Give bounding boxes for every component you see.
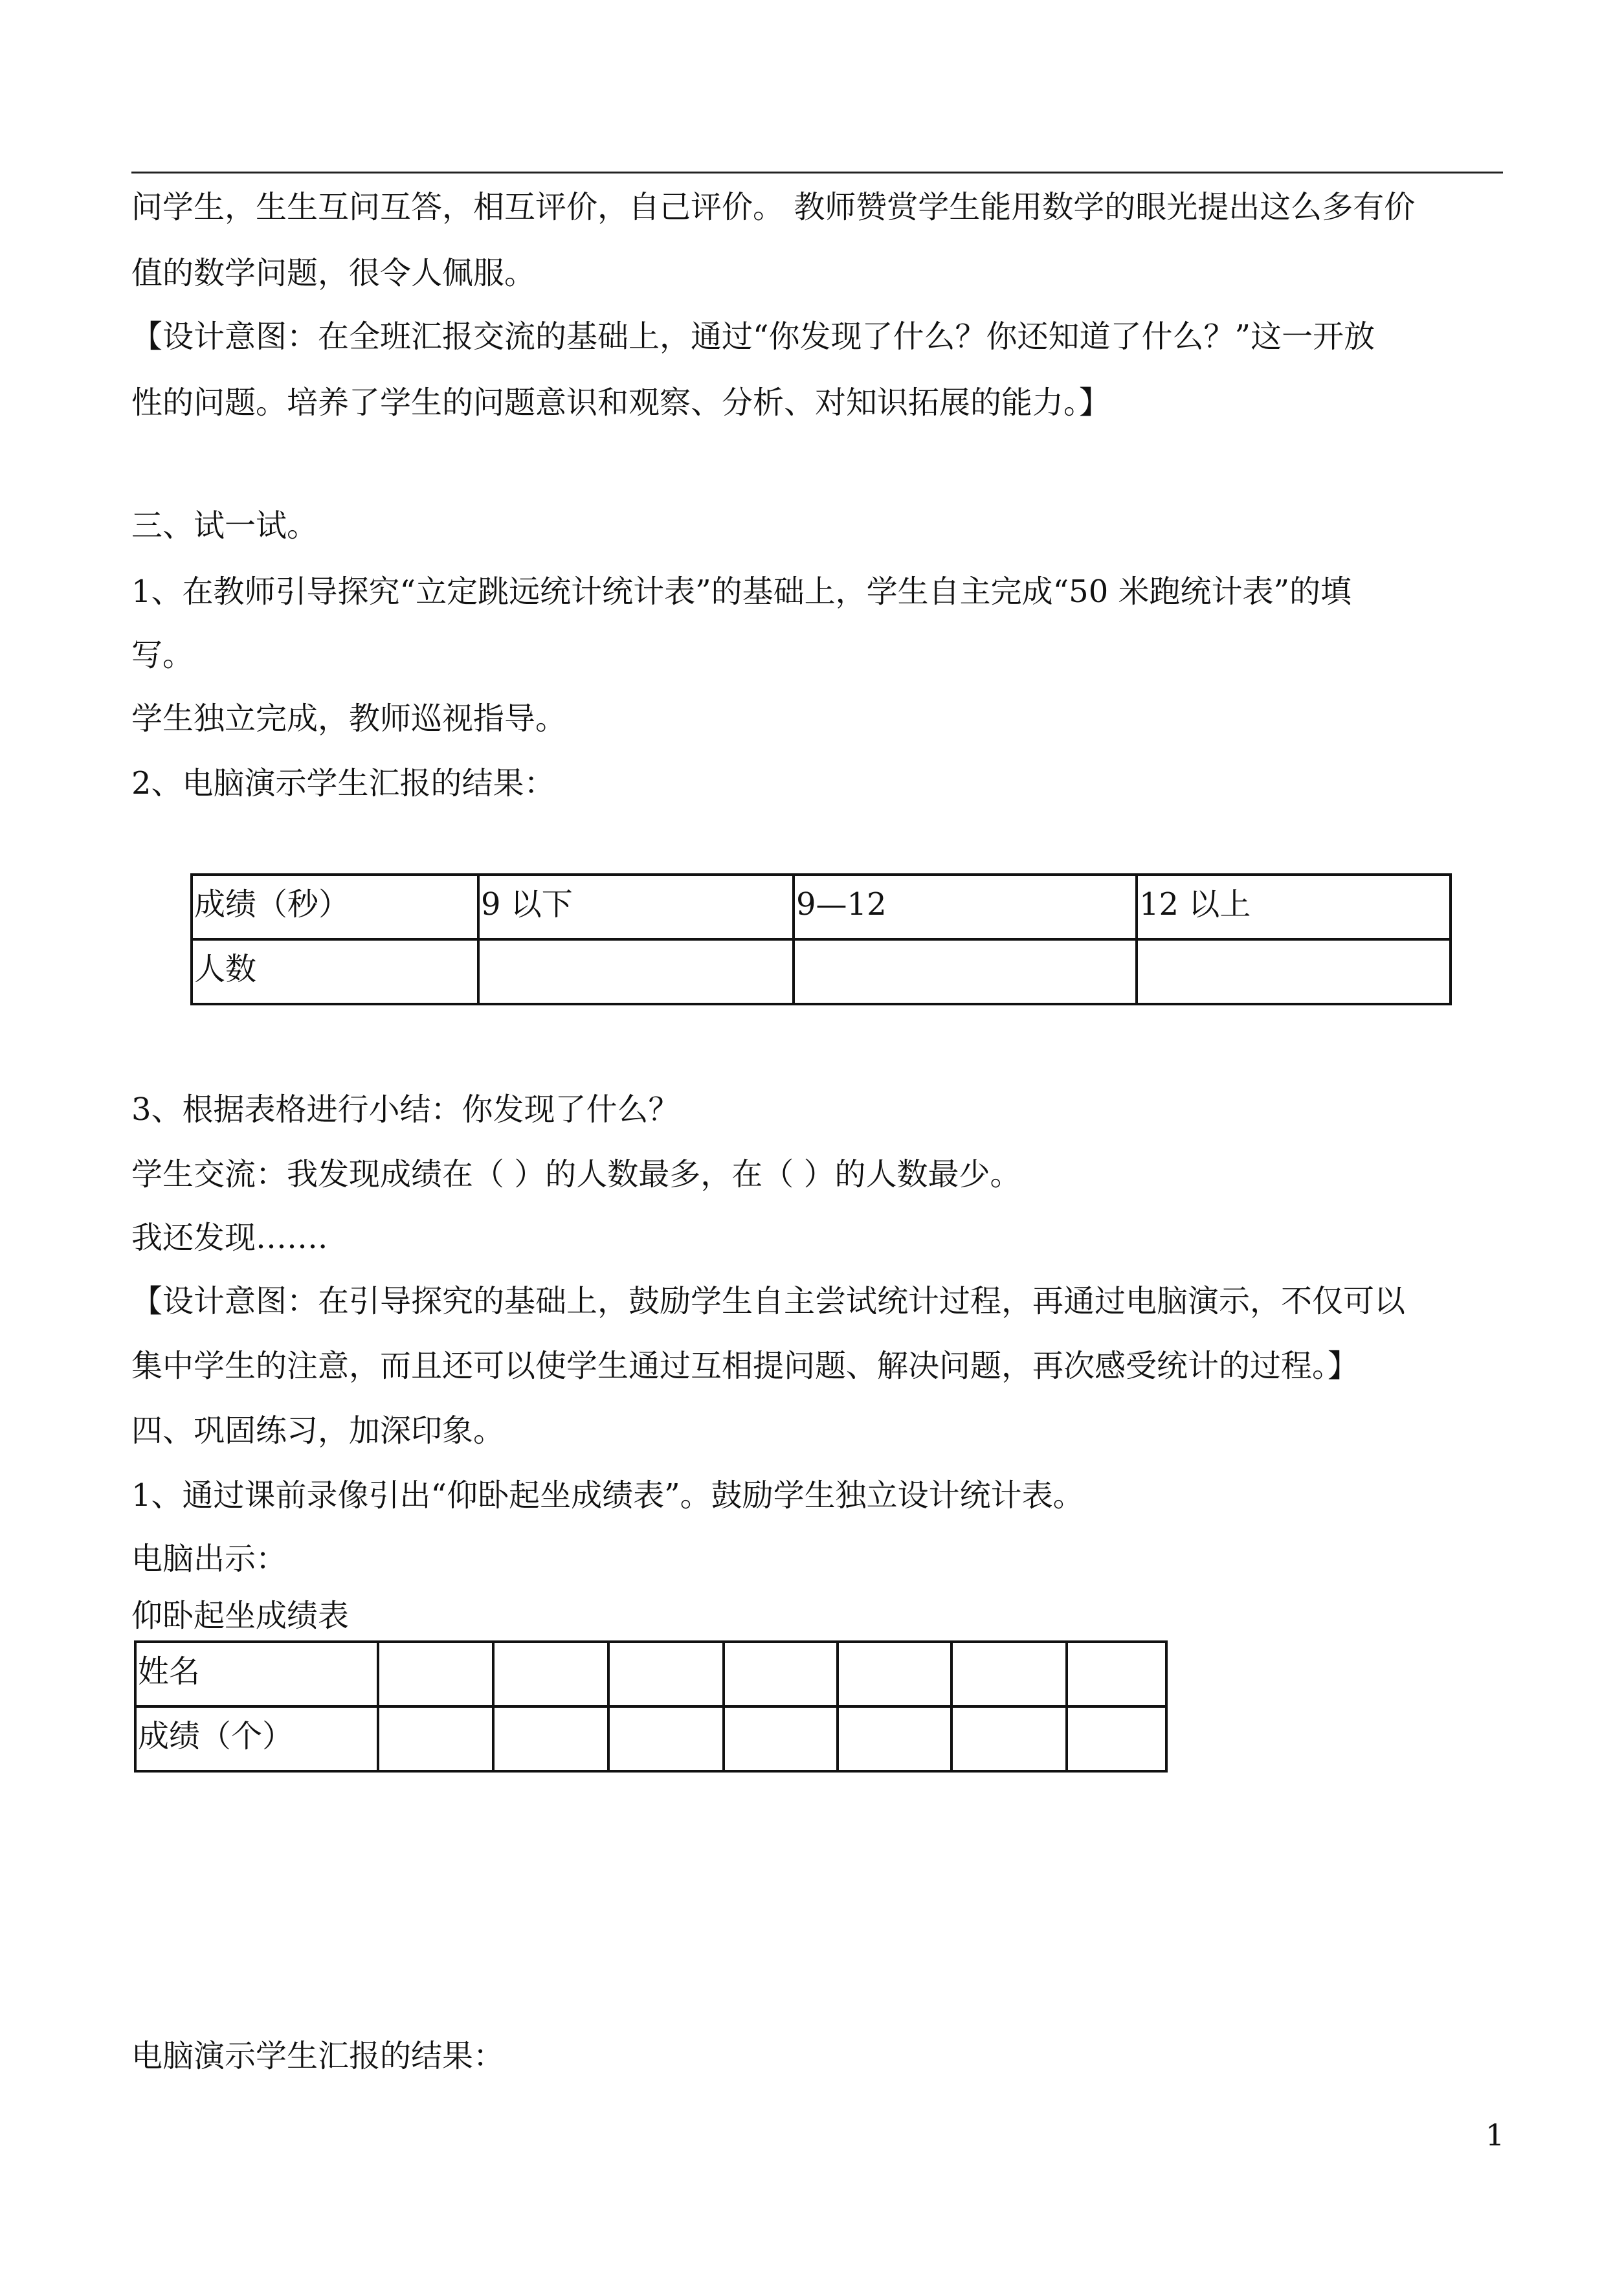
paragraph-line: 我还发现…….	[131, 1220, 328, 1256]
table-cell: 人数	[192, 939, 478, 1004]
table-row	[135, 1706, 1166, 1771]
section-heading: 三、试一试。	[131, 508, 318, 544]
table-cell: 成绩（个）	[135, 1706, 378, 1771]
header-rule	[131, 172, 1503, 173]
table-cell: 成绩（秒）	[192, 875, 478, 939]
table-cell	[493, 1706, 608, 1771]
design-intent-line: 性的问题。培养了学生的问题意识和观察、分析、对知识拓展的能力。】	[131, 385, 1111, 421]
table-cell	[378, 1706, 493, 1771]
table-cell: 9—12	[794, 875, 1137, 939]
table-cell	[951, 1706, 1067, 1771]
design-intent-line: 集中学生的注意，而且还可以使学生通过互相提问题、解决问题，再次感受统计的过程。】	[131, 1348, 1359, 1384]
table-cell	[478, 939, 794, 1004]
table-cell	[794, 939, 1137, 1004]
page-number: 1	[1485, 2118, 1505, 2153]
table-cell: 姓名	[135, 1642, 378, 1706]
paragraph-line: 值的数学问题，很令人佩服。	[131, 255, 536, 291]
paragraph-line: 问学生，生生互问互答，相互评价，自己评价。 教师赞赏学生能用数学的眼光提出这么多有价	[131, 189, 1416, 225]
paragraph-line: 3、根据表格进行小结：你发现了什么？	[131, 1091, 680, 1128]
paragraph-line: 写。	[131, 637, 194, 673]
table-cell: 12 以上	[1137, 875, 1451, 939]
paragraph-line: 1、通过课前录像引出“仰卧起坐成绩表”。鼓励学生独立设计统计表。	[131, 1477, 1084, 1514]
table-caption: 仰卧起坐成绩表	[131, 1598, 350, 1634]
table-cell	[608, 1706, 724, 1771]
table-cell	[838, 1706, 951, 1771]
run-50m-table	[190, 873, 1452, 1005]
paragraph-line: 学生独立完成，教师巡视指导。	[131, 700, 567, 737]
table-cell	[724, 1642, 838, 1706]
table-row	[192, 939, 1451, 1004]
table-cell: 9 以下	[478, 875, 794, 939]
table-row	[192, 875, 1451, 939]
table-cell	[378, 1642, 493, 1706]
table-cell	[493, 1642, 608, 1706]
section-heading: 四、巩固练习，加深印象。	[131, 1413, 505, 1449]
table-row	[135, 1642, 1166, 1706]
table-cell	[1067, 1642, 1166, 1706]
design-intent-line: 【设计意图：在全班汇报交流的基础上，通过“你发现了什么？你还知道了什么？”这一开放	[131, 319, 1375, 355]
situp-score-table	[134, 1640, 1168, 1773]
paragraph-line: 学生交流：我发现成绩在（ ）的人数最多，在（ ）的人数最少。	[131, 1156, 1021, 1192]
table-cell	[951, 1642, 1067, 1706]
paragraph-line: 电脑演示学生汇报的结果：	[131, 2038, 505, 2074]
paragraph-line: 1、在教师引导探究“立定跳远统计统计表”的基础上，学生自主完成“50 米跑统计表”的填	[131, 574, 1352, 610]
table-cell	[1067, 1706, 1166, 1771]
table-cell	[608, 1642, 724, 1706]
table-cell	[1137, 939, 1451, 1004]
paragraph-line: 2、电脑演示学生汇报的结果：	[131, 765, 555, 801]
table-cell	[724, 1706, 838, 1771]
paragraph-line: 电脑出示：	[131, 1541, 287, 1577]
table-cell	[838, 1642, 951, 1706]
design-intent-line: 【设计意图：在引导探究的基础上，鼓励学生自主尝试统计过程，再通过电脑演示，不仅可以	[131, 1283, 1406, 1319]
